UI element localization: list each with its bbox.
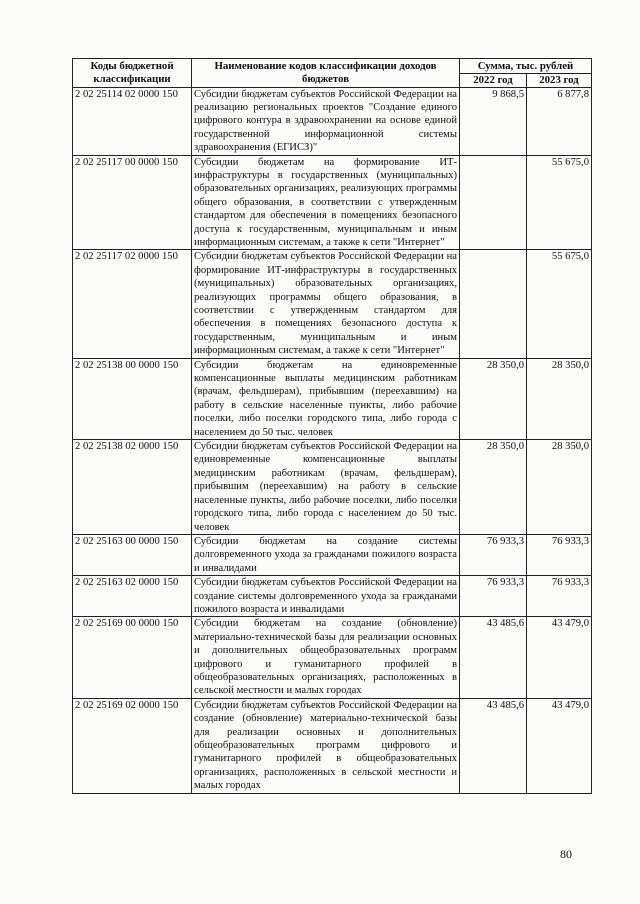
table-row bbox=[73, 576, 592, 617]
row-name: Субсидии бюджетам субъектов Российской Федерации на единовременные компенсационные выплаты медицинским работникам (врачам, фельдшерам), прибывшим (переехавшим) на работу в сельские населенные пункты, либо рабочие поселки, либо поселки городского типа, либо города с населением до 50 тыс. человек bbox=[192, 440, 460, 535]
row-amount-2022: 9 868,5 bbox=[460, 87, 527, 155]
header-year-2022: 2022 год bbox=[460, 74, 527, 88]
row-amount-2023: 76 933,3 bbox=[527, 576, 592, 617]
header-codes: Коды бюджетной классификации bbox=[73, 59, 192, 88]
row-amount-2022: 28 350,0 bbox=[460, 358, 527, 439]
row-name: Субсидии бюджетам на создание (обновление) материально-технической базы для реализации основных и дополнительных общеобразовательных программ цифрового и гуманитарного профилей в общеобразовательных организациях, расположенных в сельской местности и малых городах bbox=[192, 617, 460, 698]
row-code: 2 02 25163 00 0000 150 bbox=[73, 534, 192, 575]
row-amount-2023: 43 479,0 bbox=[527, 698, 592, 793]
row-amount-2022: 76 933,3 bbox=[460, 576, 527, 617]
row-code: 2 02 25138 00 0000 150 bbox=[73, 358, 192, 439]
row-amount-2022 bbox=[460, 250, 527, 358]
row-amount-2023: 76 933,3 bbox=[527, 534, 592, 575]
row-name: Субсидии бюджетам субъектов Российской Федерации на реализацию региональных проектов "Создание единого цифрового контура в здравоохранении на основе единой государственной информационной системы здравоохранения (ЕГИСЗ)" bbox=[192, 87, 460, 155]
row-name: Субсидии бюджетам субъектов Российской Федерации на создание (обновление) материально-технической базы для реализации основных и дополнительных общеобразовательных программ цифрового и гуманитарного профилей в общеобразовательных организациях, расположенных в сельской местности и малых городах bbox=[192, 698, 460, 793]
budget-revenue-table bbox=[72, 58, 592, 794]
page-number: 80 bbox=[560, 847, 572, 861]
row-amount-2023: 55 675,0 bbox=[527, 155, 592, 250]
row-amount-2023: 43 479,0 bbox=[527, 617, 592, 698]
table-row bbox=[73, 250, 592, 358]
row-code: 2 02 25117 00 0000 150 bbox=[73, 155, 192, 250]
row-amount-2022 bbox=[460, 155, 527, 250]
row-amount-2022: 43 485,6 bbox=[460, 617, 527, 698]
header-year-2023: 2023 год bbox=[527, 74, 592, 88]
table-row bbox=[73, 534, 592, 575]
row-code: 2 02 25117 02 0000 150 bbox=[73, 250, 192, 358]
row-code: 2 02 25169 02 0000 150 bbox=[73, 698, 192, 793]
row-name: Субсидии бюджетам на формирование ИТ-инфраструктуры в государственных (муниципальных) образовательных организациях, реализующих программы общего образования, в соответствии с утвержденным стандартом для обеспечения в помещениях безопасного доступа к государственным, муниципальным и иным информационным системам, а также к сети "Интернет" bbox=[192, 155, 460, 250]
header-amount: Сумма, тыс. рублей bbox=[460, 59, 592, 74]
header-name: Наименование кодов классификации доходов бюджетов bbox=[192, 59, 460, 88]
table-row bbox=[73, 617, 592, 698]
row-code: 2 02 25138 02 0000 150 bbox=[73, 440, 192, 535]
row-amount-2023: 55 675,0 bbox=[527, 250, 592, 358]
table-row bbox=[73, 440, 592, 535]
table-row bbox=[73, 698, 592, 793]
row-amount-2023: 28 350,0 bbox=[527, 358, 592, 439]
row-amount-2022: 76 933,3 bbox=[460, 534, 527, 575]
row-name: Субсидии бюджетам субъектов Российской Федерации на формирование ИТ-инфраструктуры в государственных (муниципальных) образовательных организациях, реализующих программы общего образования, в соответствии с утвержденным стандартом для обеспечения в помещениях безопасного доступа к государственным, муниципальным и иным информационным системам, а также к сети "Интернет" bbox=[192, 250, 460, 358]
row-code: 2 02 25114 02 0000 150 bbox=[73, 87, 192, 155]
table-row bbox=[73, 358, 592, 439]
row-amount-2023: 6 877,8 bbox=[527, 87, 592, 155]
row-code: 2 02 25163 02 0000 150 bbox=[73, 576, 192, 617]
table-row bbox=[73, 87, 592, 155]
row-name: Субсидии бюджетам субъектов Российской Федерации на создание системы долговременного ухода за гражданами пожилого возраста и инвалидами bbox=[192, 576, 460, 617]
row-amount-2023: 28 350,0 bbox=[527, 440, 592, 535]
row-amount-2022: 43 485,6 bbox=[460, 698, 527, 793]
row-code: 2 02 25169 00 0000 150 bbox=[73, 617, 192, 698]
table-row bbox=[73, 155, 592, 250]
row-name: Субсидии бюджетам на создание системы долговременного ухода за гражданами пожилого возраста и инвалидами bbox=[192, 534, 460, 575]
row-amount-2022: 28 350,0 bbox=[460, 440, 527, 535]
row-name: Субсидии бюджетам на единовременные компенсационные выплаты медицинским работникам (врачам, фельдшерам), прибывшим (переехавшим) на работу в сельские населенные пункты, либо рабочие поселки, либо поселки городского типа, либо города с населением до 50 тыс. человек bbox=[192, 358, 460, 439]
